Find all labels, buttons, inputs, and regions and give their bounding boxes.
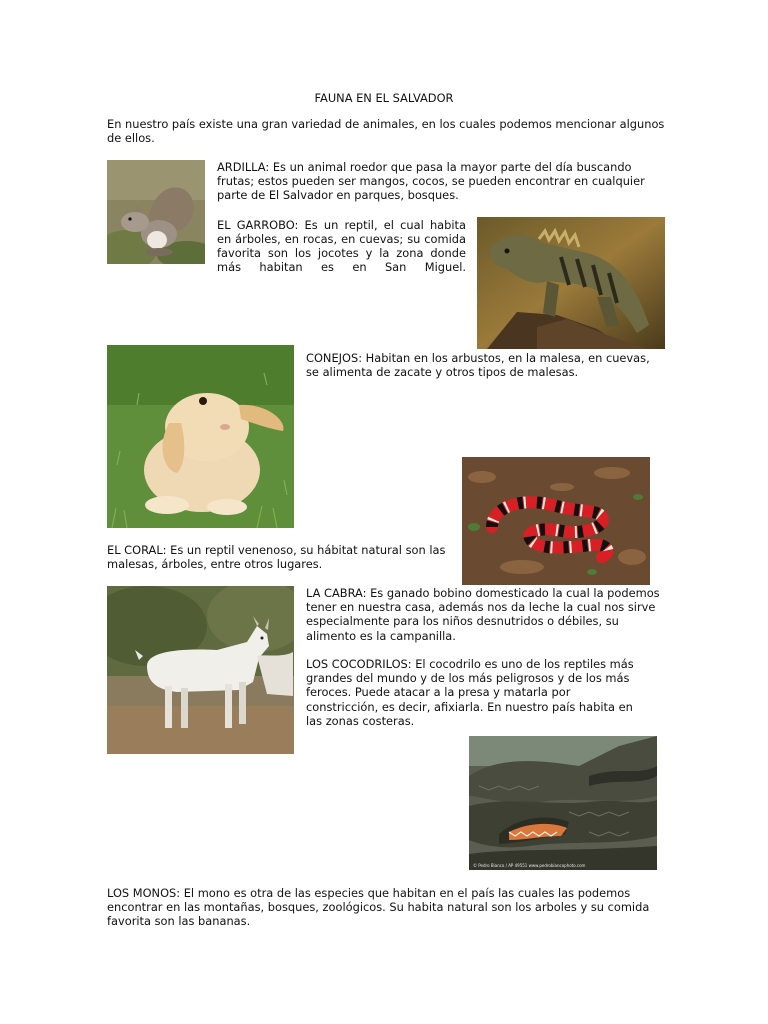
garrobo-line-3: favorita son los jocotes y la zona donde [217, 246, 466, 260]
garrobo-line-1: EL GARROBO: Es un reptil, el cual habita [217, 218, 466, 232]
cabra-text: LA CABRA: Es ganado bobino domesticado la cual la podemos tener en nuestra casa, además nos da leche la cual nos sirve especialmente para los niños desnutridos o débiles, su alimento es la campanilla. [306, 586, 660, 643]
monos-text: LOS MONOS: El mono es otra de las especies que habitan en el país las cuales las podemos encontrar en las montañas, bosques, zoológicos. Su habita natural son los arboles y su comida favorita son las bananas. [107, 886, 650, 929]
crocodiles-photo [469, 736, 657, 870]
garrobo-line-2: en árboles, en rocas, en cuevas; su comida [217, 232, 466, 246]
rabbit-photo [107, 345, 294, 528]
ardilla-text: ARDILLA: Es un animal roedor que pasa la mayor parte del día buscando frutas; estos pueden ser mangos, cocos, se pueden encontrar en cualquier parte de El Salvador en parques, bosques. [217, 160, 645, 203]
page-title: FAUNA EN EL SALVADOR [314, 91, 454, 105]
intro-paragraph: En nuestro país existe una gran variedad de animales, en los cuales podemos mencionar algunos de ellos. [107, 117, 665, 146]
squirrel-photo [107, 160, 205, 264]
garrobo-line-4: más habitan es en San Miguel. [217, 260, 466, 274]
conejos-text: CONEJOS: Habitan en los arbustos, en la malesa, en cuevas, se alimenta de zacate y otros tipos de malesas. [306, 351, 650, 380]
coral-text: EL CORAL: Es un reptil venenoso, su hábitat natural son las malesas, árboles, entre otros lugares. [107, 543, 446, 572]
iguana-photo [477, 217, 665, 349]
cocodrilos-text: LOS COCODRILOS: El cocodrilo es uno de los reptiles más grandes del mundo y de los más peligrosos y de los más feroces. Puede atacar a la presa y matarla por constricción, es decir, afixiarla. En nuestro país habita en las zonas costeras. [306, 657, 634, 728]
coral-snake-photo [462, 457, 650, 585]
goat-photo [107, 586, 294, 754]
image-credit: © Pedro Bianco / AP 49551 www.pedrobiancophoto.com [473, 863, 586, 868]
